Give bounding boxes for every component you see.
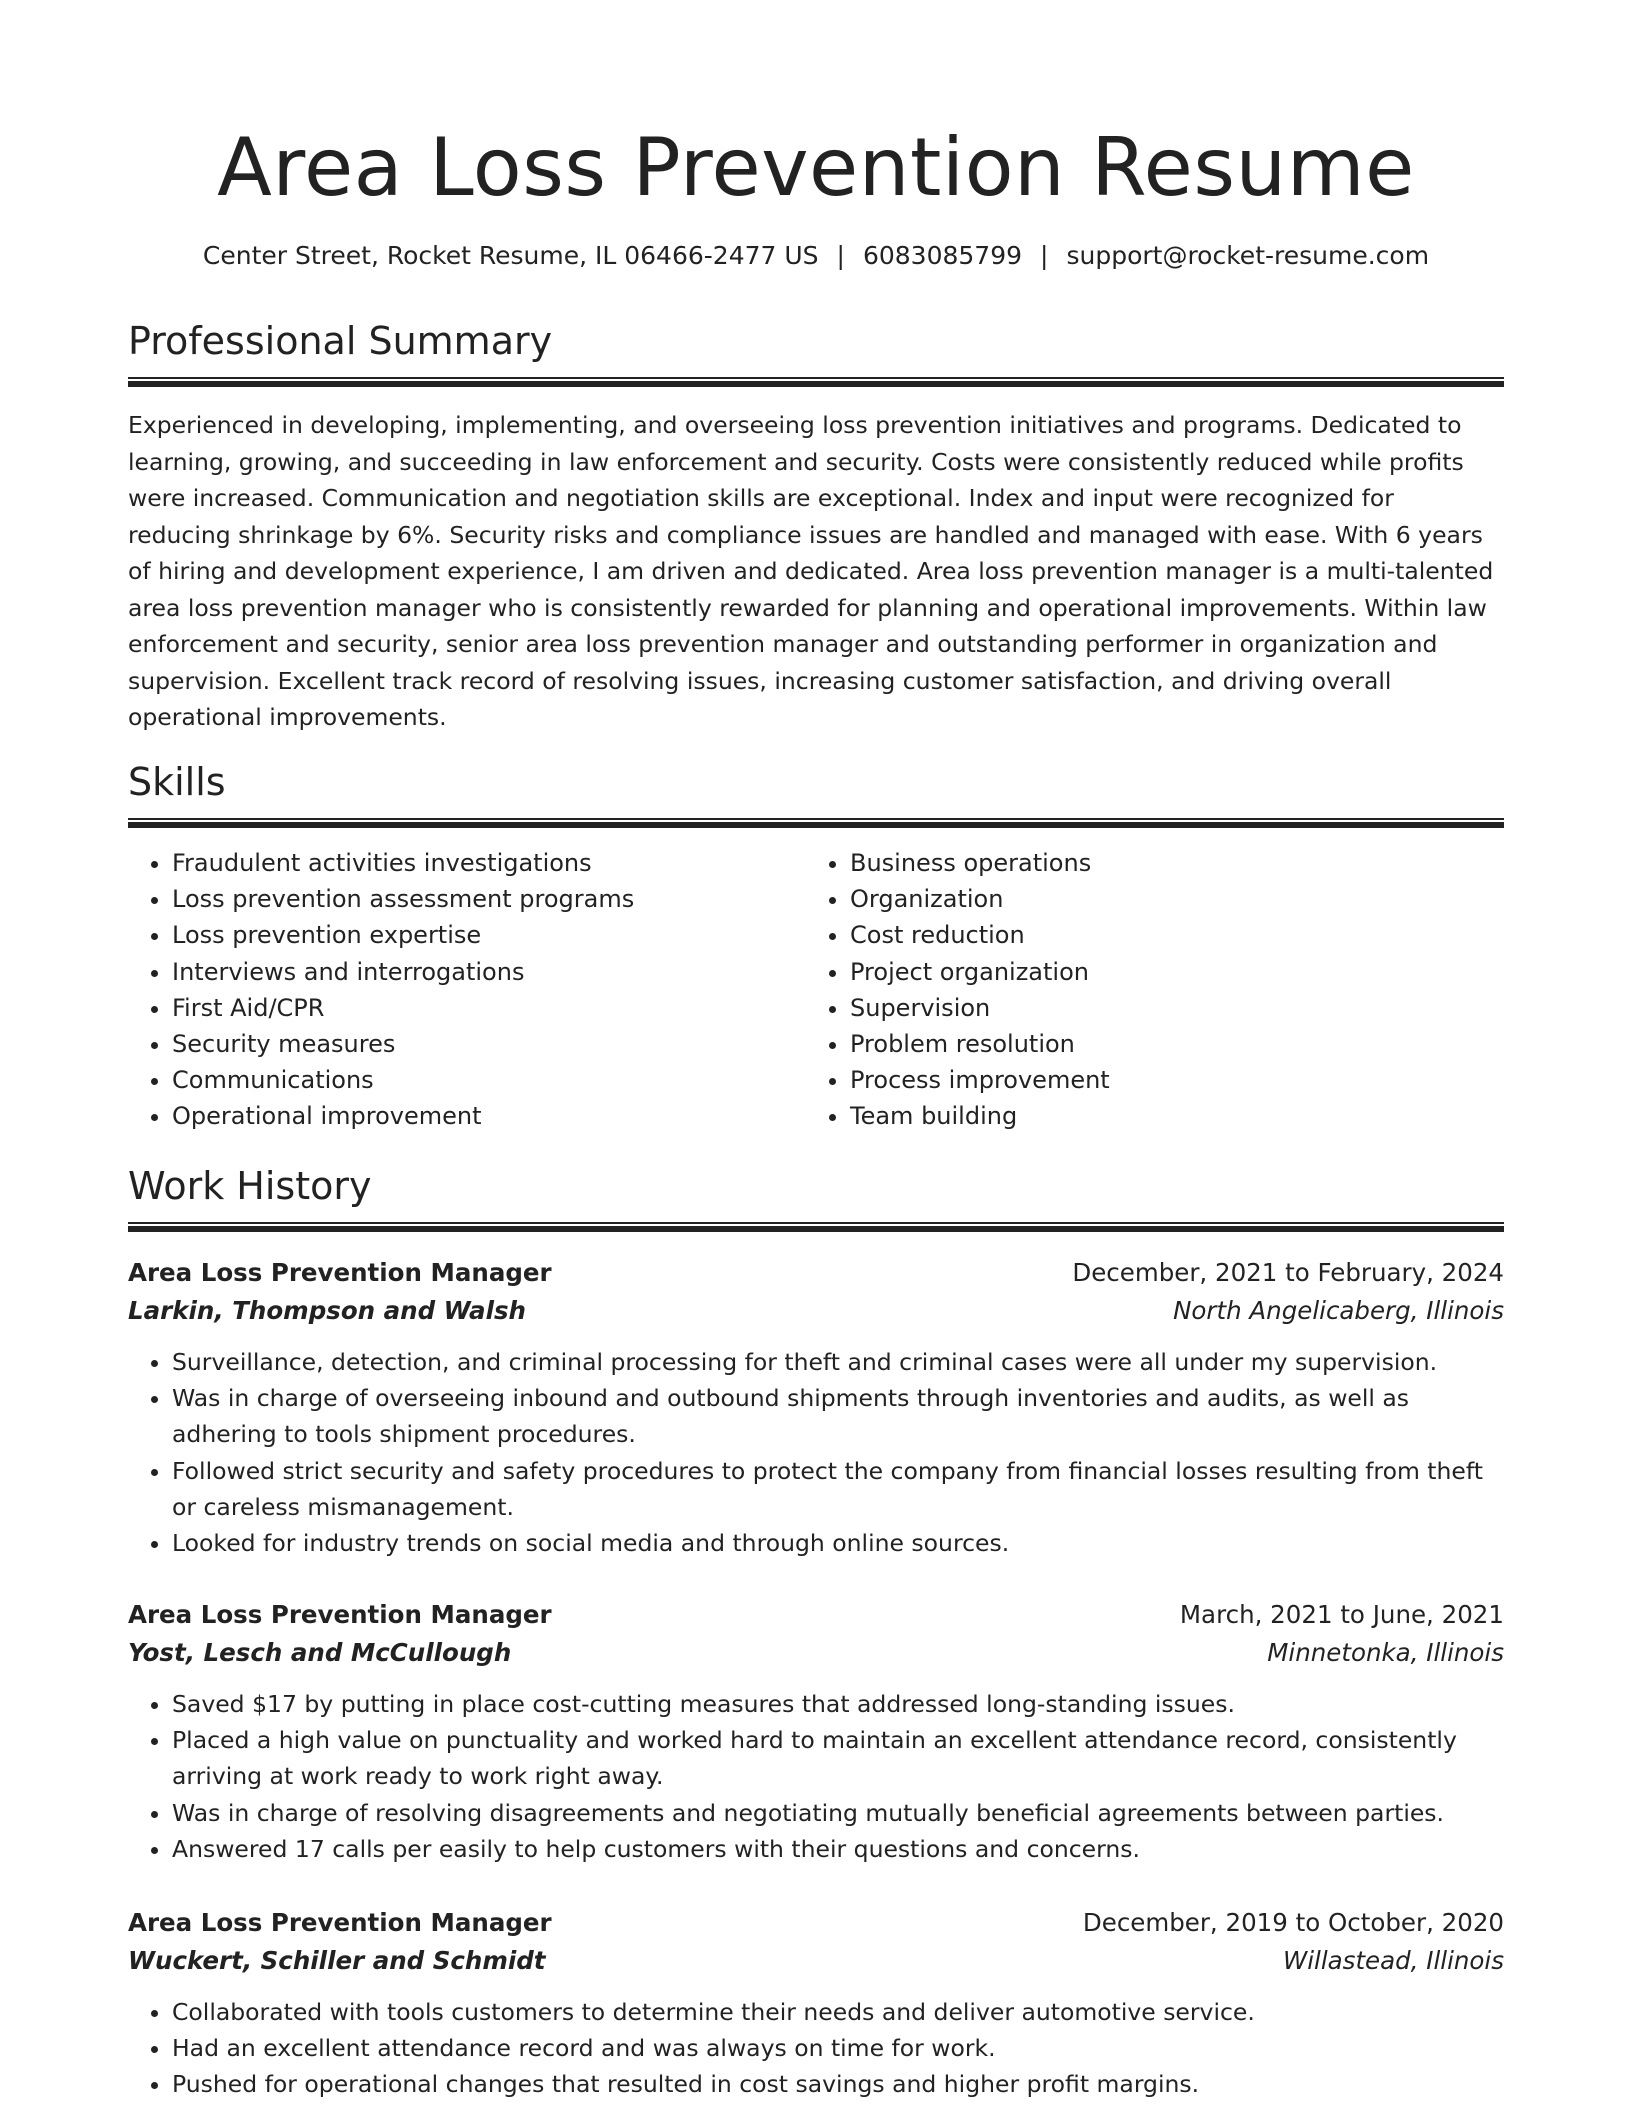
job-bullet: • Collaborated with tools customers to determine their needs and deliver automotive service.: [172, 1994, 1504, 2030]
job-bullet: • Saved $17 by putting in place cost-cutting measures that addressed long-standing issues.: [172, 1686, 1504, 1722]
work-history-divider: [128, 1222, 1504, 1232]
job-bullet: • Answered 17 calls per easily to help customers with their questions and concerns.: [172, 1831, 1504, 1867]
job-company: Yost, Lesch and McCullough: [128, 1638, 512, 1667]
skill-item: • Fraudulent activities investigations: [172, 845, 802, 881]
job-entry: [128, 1254, 1504, 1561]
skill-item: • Team building: [850, 1098, 1480, 1134]
job-location: North Angelicaberg, Illinois: [1173, 1296, 1504, 1325]
contact-email: support@rocket-resume.com: [1066, 241, 1430, 270]
job-bullet: • Was in charge of resolving disagreements and negotiating mutually beneficial agreements between parties.: [172, 1795, 1504, 1831]
skills-heading: Skills: [128, 760, 226, 804]
job-bullet: • Was in charge of overseeing inbound and outbound shipments through inventories and audits, as well as adhering to tools shipment procedures.: [172, 1380, 1504, 1452]
job-title: Area Loss Prevention Manager: [128, 1600, 552, 1629]
skill-item: • Communications: [172, 1062, 802, 1098]
skill-item: • Process improvement: [850, 1062, 1480, 1098]
skill-item: • Loss prevention assessment programs: [172, 881, 802, 917]
job-dates: December, 2019 to October, 2020: [1082, 1908, 1504, 1937]
job-dates: December, 2021 to February, 2024: [1072, 1258, 1504, 1287]
contact-line: [128, 238, 1504, 274]
job-entry: [128, 1596, 1504, 1867]
skill-item: • First Aid/CPR: [172, 990, 802, 1026]
summary-divider: [128, 377, 1504, 387]
summary-heading: Professional Summary: [128, 319, 553, 363]
contact-address: Center Street, Rocket Resume, IL 06466-2477 US: [202, 241, 819, 270]
summary-text: Experienced in developing, implementing, and overseeing loss prevention initiatives and programs. Dedicated to learning, growing, and succeeding in law enforcement and security. Costs were consistently reduced while profits were increased. Communication and negotiation skills are exceptional. Index and input were recognized for reducing shrinkage by 6%. Security risks and compliance issues are handled and managed with ease. With 6 years of hiring and development experience, I am driven and dedicated. Area loss prevention manager is a multi-talented area loss prevention manager who is consistently rewarded for planning and operational improvements. Within law enforcement and security, senior area loss prevention manager and outstanding performer in organization and supervision. Excellent track record of resolving issues, increasing customer satisfaction, and driving overall operational improvements.: [128, 411, 1494, 731]
skill-item: • Security measures: [172, 1026, 802, 1062]
job-location: Willastead, Illinois: [1283, 1946, 1504, 1975]
job-bullets: [128, 1994, 1504, 2103]
job-subheader: [128, 1292, 1504, 1330]
skill-item: • Problem resolution: [850, 1026, 1480, 1062]
skills-list-right: [806, 845, 1480, 1135]
skill-item: • Operational improvement: [172, 1098, 802, 1134]
job-company: Larkin, Thompson and Walsh: [128, 1296, 526, 1325]
contact-separator: |: [1040, 241, 1049, 270]
skills-list-left: [128, 845, 802, 1135]
skill-item: • Loss prevention expertise: [172, 917, 802, 953]
job-bullet: • Pushed for operational changes that resulted in cost savings and higher profit margins.: [172, 2066, 1504, 2102]
job-location: Minnetonka, Illinois: [1267, 1638, 1504, 1667]
job-subheader: [128, 1634, 1504, 1672]
job-header: [128, 1596, 1504, 1634]
job-bullet: • Had an excellent attendance record and was always on time for work.: [172, 2030, 1504, 2066]
skill-item: • Supervision: [850, 990, 1480, 1026]
skill-item: • Business operations: [850, 845, 1480, 881]
resume-title: Area Loss Prevention Resume: [217, 121, 1415, 214]
contact-phone: 6083085799: [862, 241, 1023, 270]
work-history-heading: Work History: [128, 1164, 372, 1208]
job-bullets: [128, 1344, 1504, 1561]
skills-divider: [128, 818, 1504, 828]
job-bullet: • Placed a high value on punctuality and worked hard to maintain an excellent attendance record, consistently arriving at work ready to work right away.: [172, 1722, 1504, 1794]
skill-item: • Organization: [850, 881, 1480, 917]
job-header: [128, 1904, 1504, 1942]
job-title: Area Loss Prevention Manager: [128, 1258, 552, 1287]
skill-item: • Cost reduction: [850, 917, 1480, 953]
skill-item: • Interviews and interrogations: [172, 954, 802, 990]
job-title: Area Loss Prevention Manager: [128, 1908, 552, 1937]
job-entry: [128, 1904, 1504, 2103]
contact-separator: |: [836, 241, 845, 270]
skill-item: • Project organization: [850, 954, 1480, 990]
job-company: Wuckert, Schiller and Schmidt: [128, 1946, 546, 1975]
job-dates: March, 2021 to June, 2021: [1179, 1600, 1504, 1629]
job-bullet: • Surveillance, detection, and criminal processing for theft and criminal cases were all under my supervision.: [172, 1344, 1504, 1380]
job-bullets: [128, 1686, 1504, 1867]
job-bullet: • Looked for industry trends on social media and through online sources.: [172, 1525, 1504, 1561]
job-bullet: • Followed strict security and safety procedures to protect the company from financial losses resulting from theft or careless mismanagement.: [172, 1453, 1504, 1525]
job-header: [128, 1254, 1504, 1292]
job-subheader: [128, 1942, 1504, 1980]
